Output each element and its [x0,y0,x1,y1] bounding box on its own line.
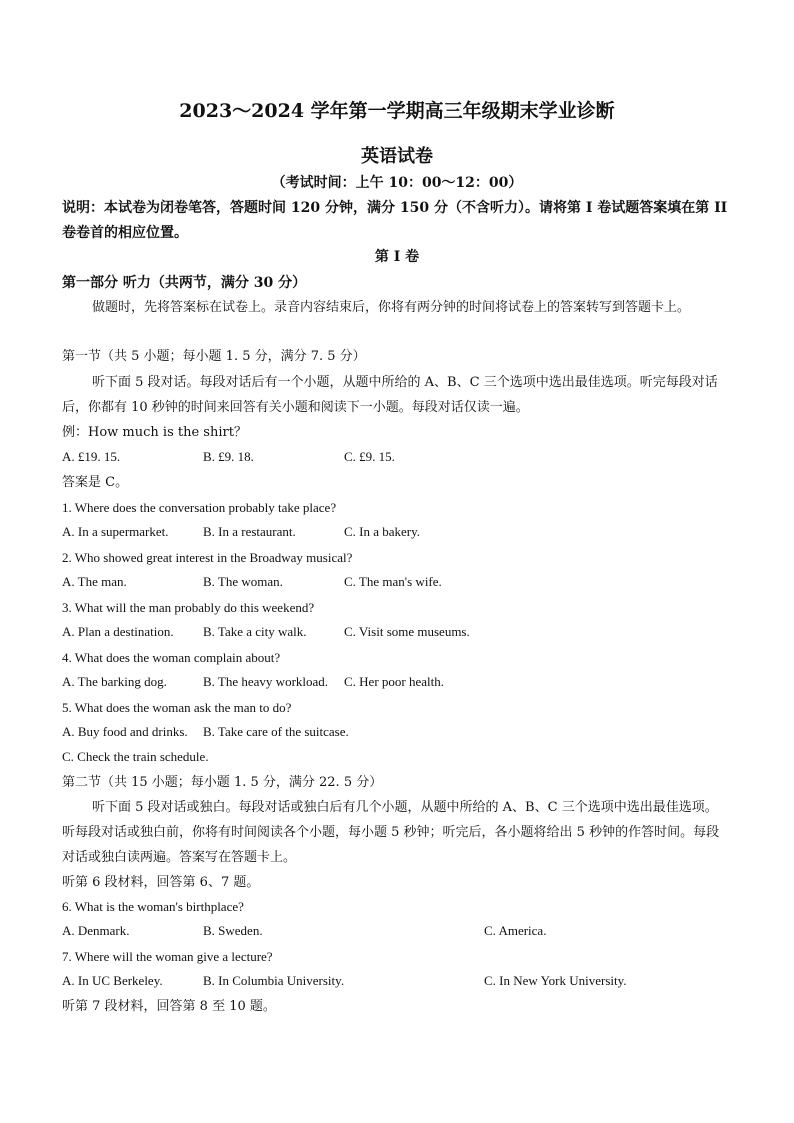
q5-option-c: C. Check the train schedule. [62,749,209,764]
part1-title: 第一部分 听力（共两节，满分 30 分） [62,275,307,291]
section2-title: 第二节（共 15 小题；每小题 1. 5 分，满分 22. 5 分） [62,775,383,790]
q4-option-a: A. The barking dog. [62,674,167,689]
q2-option-a: A. The man. [62,574,127,589]
listen-7-note: 听第 7 段材料，回答第 8 至 10 题。 [62,999,276,1014]
q7-option-c: C. In New York University. [484,973,627,988]
question-3: 3. What will the man probably do this weekend? [62,600,315,615]
q6-option-a: A. Denmark. [62,923,130,938]
part1-intro: 做题时，先将答案标在试卷上。录音内容结束后，你将有两分钟的时间将试卷上的答案转写到答题卡上。 [92,300,691,315]
example-answer: 答案是 C。 [62,475,129,490]
q4-option-b: B. The heavy workload. [203,674,329,689]
example-option-b: B. £9. 18. [203,449,254,464]
q1-option-a: A. In a supermarket. [62,524,169,539]
listen-6-note: 听第 6 段材料，回答第 6、7 题。 [62,875,260,890]
q3-option-c: C. Visit some museums. [344,624,470,639]
example-option-a: A. £19. 15. [62,449,121,464]
example-question: 例：How much is the shirt？ [62,425,247,440]
instructions: 说明：本试卷为闭卷笔答，答题时间 120 分钟，满分 150 分（不含听力）。请将第 I 卷试题答案填在第 II 卷卷首的相应位置。 [62,200,728,241]
example-option-c: C. £9. 15. [344,449,395,464]
q1-option-b: B. In a restaurant. [203,524,296,539]
question-2: 2. Who showed great interest in the Broadway musical? [62,550,353,565]
q6-option-b: B. Sweden. [203,923,263,938]
question-1: 1. Where does the conversation probably take place? [62,500,337,515]
section1-intro: 听下面 5 段对话。每段对话后有一个小题，从题中所给的 A、B、C 三个选项中选出最佳选项。听完每段对话后，你都有 10 秒钟的时间来回答有关小题和阅读下一小题。每段对话仅读一遍。 [62,375,718,415]
exam-time: （考试时间：上午 10：00～12：00） [271,175,523,191]
q5-option-b: B. Take care of the suitcase. [203,724,349,739]
q2-option-c: C. The man's wife. [344,574,442,589]
q4-option-c: C. Her poor health. [344,674,445,689]
q6-option-c: C. America. [484,923,547,938]
section1-title: 第一节（共 5 小题；每小题 1. 5 分，满分 7. 5 分） [62,349,366,364]
question-4: 4. What does the woman complain about? [62,650,281,665]
q1-option-c: C. In a bakery. [344,524,421,539]
question-7: 7. Where will the woman give a lecture? [62,949,273,964]
q2-option-b: B. The woman. [203,574,283,589]
section2-intro: 听下面 5 段对话或独白。每段对话或独白后有几个小题，从题中所给的 A、B、C 三个选项中选出最佳选项。听每段对话或独白前，你将有时间阅读各个小题，每小题 5 秒钟；听完后，各小题将给出 5 秒钟的作答时间。每段对话或独白读两遍。答案写在答题卡上。 [62,800,720,865]
exam-subtitle: 英语试卷 [361,146,433,167]
q7-option-a: A. In UC Berkeley. [62,973,163,988]
q3-option-a: A. Plan a destination. [62,624,174,639]
question-5: 5. What does the woman ask the man to do? [62,700,292,715]
volume-title: 第 I 卷 [374,249,420,265]
q3-option-b: B. Take a city walk. [203,624,307,639]
question-6: 6. What is the woman's birthplace? [62,899,244,914]
q5-option-a: A. Buy food and drinks. [62,724,188,739]
q7-option-b: B. In Columbia University. [203,973,345,988]
exam-title: 2023～2024 学年第一学期高三年级期末学业诊断 [179,100,615,122]
